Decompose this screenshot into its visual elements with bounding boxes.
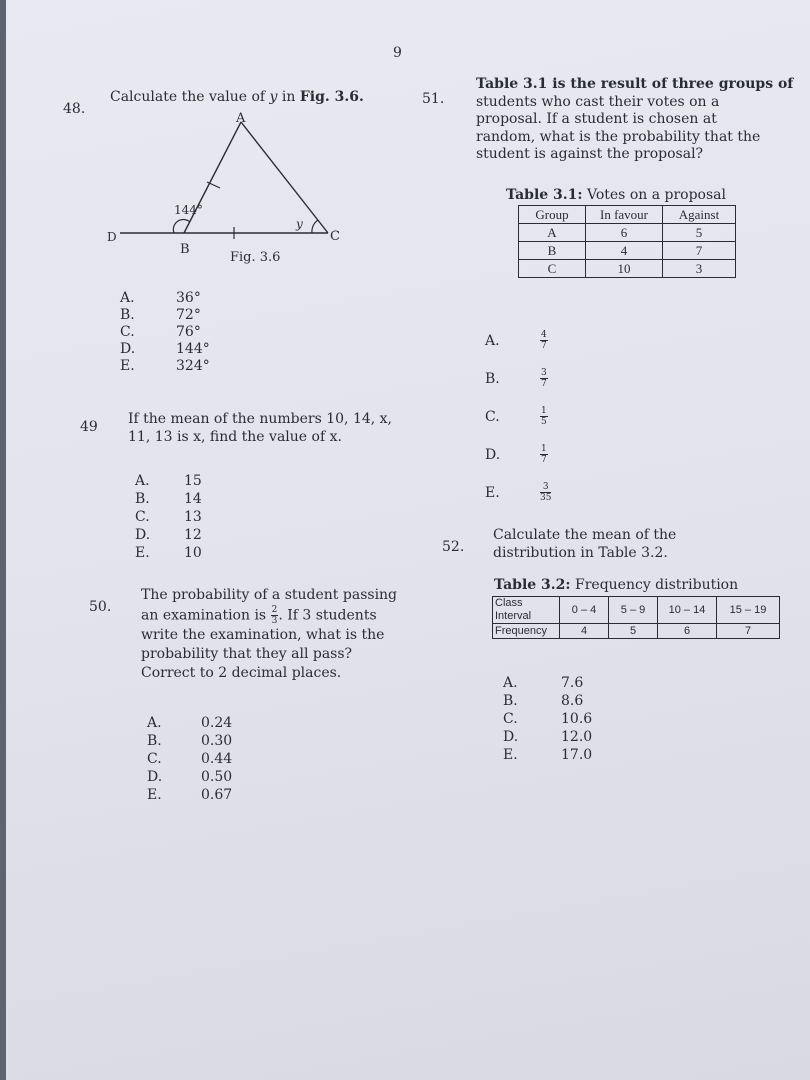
q50-prompt xyxy=(141,586,397,683)
q49-number: 49 xyxy=(80,419,98,435)
q48-option-e[interactable]: E. 324° xyxy=(120,358,210,374)
q50-option-d[interactable]: D. 0.50 xyxy=(147,769,233,785)
q48-option-d[interactable]: D. 144° xyxy=(120,341,210,357)
angle-arc-y xyxy=(312,220,318,233)
class-interval-label: Class Interval xyxy=(493,597,560,624)
q51-option-b[interactable]: B. $\frac{3}{7}$ xyxy=(485,368,547,389)
q51-options xyxy=(485,330,551,520)
q48-option-a[interactable]: A. 36° xyxy=(120,290,201,306)
table-3-2-interval-row: Class Interval 0 – 4 5 – 9 10 – 14 15 – 19 xyxy=(493,597,780,624)
vertex-label-b: B xyxy=(180,242,190,257)
q49-options xyxy=(135,472,202,562)
angle-label-y: y xyxy=(296,217,303,231)
q50-fraction: $\frac{2}{3}$ xyxy=(271,605,278,626)
q48-options xyxy=(120,290,210,375)
q52-number: 52. xyxy=(442,539,465,555)
exam-page xyxy=(6,0,810,1080)
q50-line-5: Correct to 2 decimal places. xyxy=(141,665,342,681)
q49-line-2: 11, 13 is x, find the value of x. xyxy=(128,429,342,445)
table-3-2-frequency-row: Frequency 4 5 6 7 xyxy=(493,624,780,639)
figure-caption: Fig. 3.6 xyxy=(230,250,281,265)
q50-number: 50. xyxy=(89,599,112,615)
q52-option-d[interactable]: D. 12.0 xyxy=(503,729,593,745)
angle-label-144: 144° xyxy=(174,203,203,217)
q49-option-a[interactable]: A. 15 xyxy=(135,473,202,489)
q52-option-a[interactable]: A. 7.6 xyxy=(503,675,584,691)
q52-prompt xyxy=(493,526,676,562)
q52-line-2: distribution in Table 3.2. xyxy=(493,545,668,561)
q51-line-5: student is against the proposal? xyxy=(476,146,704,162)
q52-options xyxy=(503,674,592,764)
table-row: C 10 3 xyxy=(519,260,736,278)
q52-option-c[interactable]: C. 10.6 xyxy=(503,711,593,727)
frequency-label: Frequency xyxy=(493,624,560,639)
q51-line-2: students who cast their votes on a xyxy=(476,93,720,110)
q48-option-b[interactable]: B. 72° xyxy=(120,307,201,323)
q49-option-b[interactable]: B. 14 xyxy=(135,491,202,507)
table-3-1-header: Group In favour Against xyxy=(519,206,736,224)
q49-option-d[interactable]: D. 12 xyxy=(135,527,202,543)
q49-prompt xyxy=(128,410,392,446)
q51-option-a[interactable]: A. $\frac{4}{7}$ xyxy=(485,330,547,351)
q50-options xyxy=(147,714,232,804)
q50-line-3: write the examination, what is the xyxy=(141,627,385,643)
q49-option-c[interactable]: C. 13 xyxy=(135,509,202,525)
q52-line-1: Calculate the mean of the xyxy=(493,527,677,543)
q50-option-e[interactable]: E. 0.67 xyxy=(147,787,233,803)
vertex-label-c: C xyxy=(330,229,340,244)
q51-line-1: Table 3.1 is the result of three groups of xyxy=(476,76,794,92)
side-ac xyxy=(241,122,328,233)
q50-option-c[interactable]: C. 0.44 xyxy=(147,751,233,767)
q51-line-3: proposal. If a student is chosen at xyxy=(476,111,717,127)
q49-line-1: If the mean of the numbers 10, 14, x, xyxy=(128,411,393,427)
triangle-figure xyxy=(106,110,340,270)
q50-option-b[interactable]: B. 0.30 xyxy=(147,733,233,749)
q48-prompt: Calculate the value of y in Fig. 3.6. xyxy=(110,89,364,105)
q51-line-4: random, what is the probability that the xyxy=(476,128,761,145)
q48-option-c[interactable]: C. 76° xyxy=(120,324,201,340)
table-3-2 xyxy=(492,596,780,639)
q51-option-d[interactable]: D. $\frac{1}{7}$ xyxy=(485,444,547,465)
point-label-d: D xyxy=(107,230,117,244)
q51-prompt xyxy=(476,76,793,164)
q51-option-c[interactable]: C. $\frac{1}{5}$ xyxy=(485,406,547,427)
page-number: 9 xyxy=(393,45,402,61)
q52-option-b[interactable]: B. 8.6 xyxy=(503,693,584,709)
table-row: A 6 5 xyxy=(519,224,736,242)
q50-line-4: probability that they all pass? xyxy=(141,646,353,662)
q51-option-e[interactable]: E. $\frac{3}{35}$ xyxy=(485,482,552,503)
q50-line-2: an examination is $\frac{2}{3}$ . If 3 students xyxy=(141,605,377,626)
q50-line-1: The probability of a student passing xyxy=(141,587,398,603)
q48-number: 48. xyxy=(63,101,86,117)
q52-option-e[interactable]: E. 17.0 xyxy=(503,747,593,763)
table-3-2-title: Table 3.2: Frequency distribution xyxy=(494,577,739,593)
table-3-1 xyxy=(518,205,736,278)
q51-number: 51. xyxy=(422,91,445,107)
vertex-label-a: A xyxy=(236,111,246,126)
q49-option-e[interactable]: E. 10 xyxy=(135,545,202,561)
table-3-1-title: Table 3.1: Votes on a proposal xyxy=(506,187,726,203)
table-row: B 4 7 xyxy=(519,242,736,260)
q50-option-a[interactable]: A. 0.24 xyxy=(147,715,233,731)
